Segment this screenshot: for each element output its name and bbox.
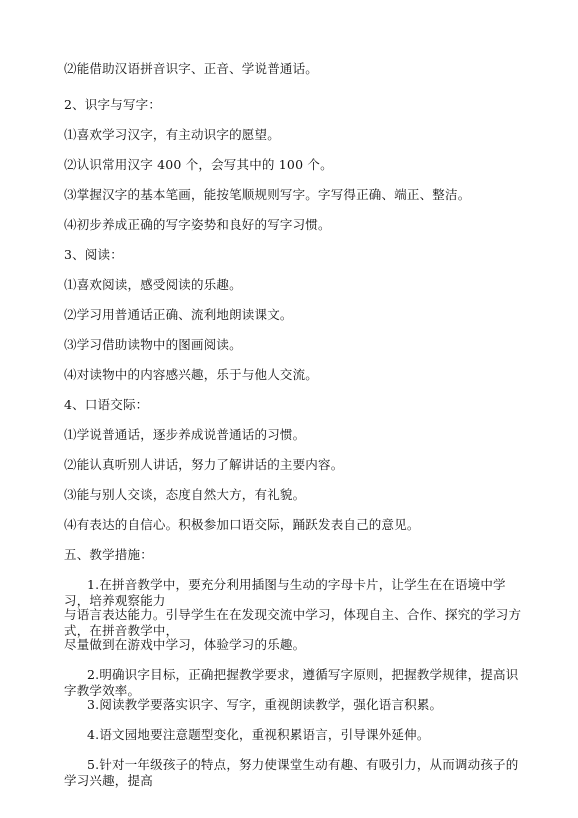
measure-1-cont bbox=[64, 607, 524, 639]
oral-item-1: ⑴学说普通话，逐步养成说普通话的习惯。 bbox=[64, 427, 306, 442]
section-teaching-measures: 五、教学措施： bbox=[64, 547, 153, 562]
section-oral-communication: 4、口语交际： bbox=[64, 397, 149, 412]
reading-item-2: ⑵学习用普通话正确、流利地朗读课文。 bbox=[64, 307, 293, 322]
literacy-item-3: ⑶掌握汉字的基本笔画，能按笔顺规则写字。字写得正确、端正、整洁。 bbox=[64, 187, 471, 202]
measure-2: 2.明确识字目标，正确把握教学要求，遵循写字原则，把握教学规律，提高识字教学效率。 bbox=[64, 667, 519, 698]
oral-item-2: ⑵能认真听别人讲话，努力了解讲话的主要内容。 bbox=[64, 457, 344, 472]
section-reading: 3、阅读： bbox=[64, 247, 123, 262]
measure-1-cont-2 bbox=[64, 637, 524, 653]
oral-item-4: ⑷有表达的自信心。积极参加口语交际，踊跃发表自己的意见。 bbox=[64, 517, 420, 532]
measure-1-line-3: 尽量做到在游戏中学习，体验学习的乐趣。 bbox=[64, 637, 306, 652]
reading-item-4: ⑷对读物中的内容感兴趣，乐于与他人交流。 bbox=[64, 367, 319, 382]
oral-item-3: ⑶能与别人交谈，态度自然大方，有礼貌。 bbox=[64, 487, 306, 502]
measure-3: 3.阅读教学要落实识字、写字，重视朗读教学，强化语言积累。 bbox=[87, 697, 443, 712]
measure-1 bbox=[64, 577, 524, 609]
measure-1-line-2: 与语言表达能力。引导学生在在发现交流中学习，体现自主、合作、探究的学习方式，在拼音教学中， bbox=[64, 607, 522, 638]
reading-item-3: ⑶学习借助读物中的图画阅读。 bbox=[64, 337, 242, 352]
literacy-item-2: ⑵认识常用汉字 400 个，会写其中的 100 个。 bbox=[64, 157, 333, 172]
item-pinyin-help: ⑵能借助汉语拼音识字、正音、学说普通话。 bbox=[64, 61, 319, 76]
literacy-item-4: ⑷初步养成正确的写字姿势和良好的写字习惯。 bbox=[64, 217, 331, 232]
reading-item-1: ⑴喜欢阅读，感受阅读的乐趣。 bbox=[64, 277, 242, 292]
measure-1-line-1: 1.在拼音教学中，要充分利用插图与生动的字母卡片，让学生在在语境中学习，培养观察能力 bbox=[64, 577, 506, 608]
measure-4: 4.语文园地要注意题型变化，重视积累语言，引导课外延伸。 bbox=[87, 727, 430, 742]
section-literacy-writing: 2、识字与写字： bbox=[64, 97, 162, 112]
literacy-item-1: ⑴喜欢学习汉字，有主动识字的愿望。 bbox=[64, 127, 280, 142]
measure-5: 5.针对一年级孩子的特点，努力使课堂生动有趣、有吸引力，从而调动孩子的学习兴趣，提高 bbox=[64, 757, 519, 788]
